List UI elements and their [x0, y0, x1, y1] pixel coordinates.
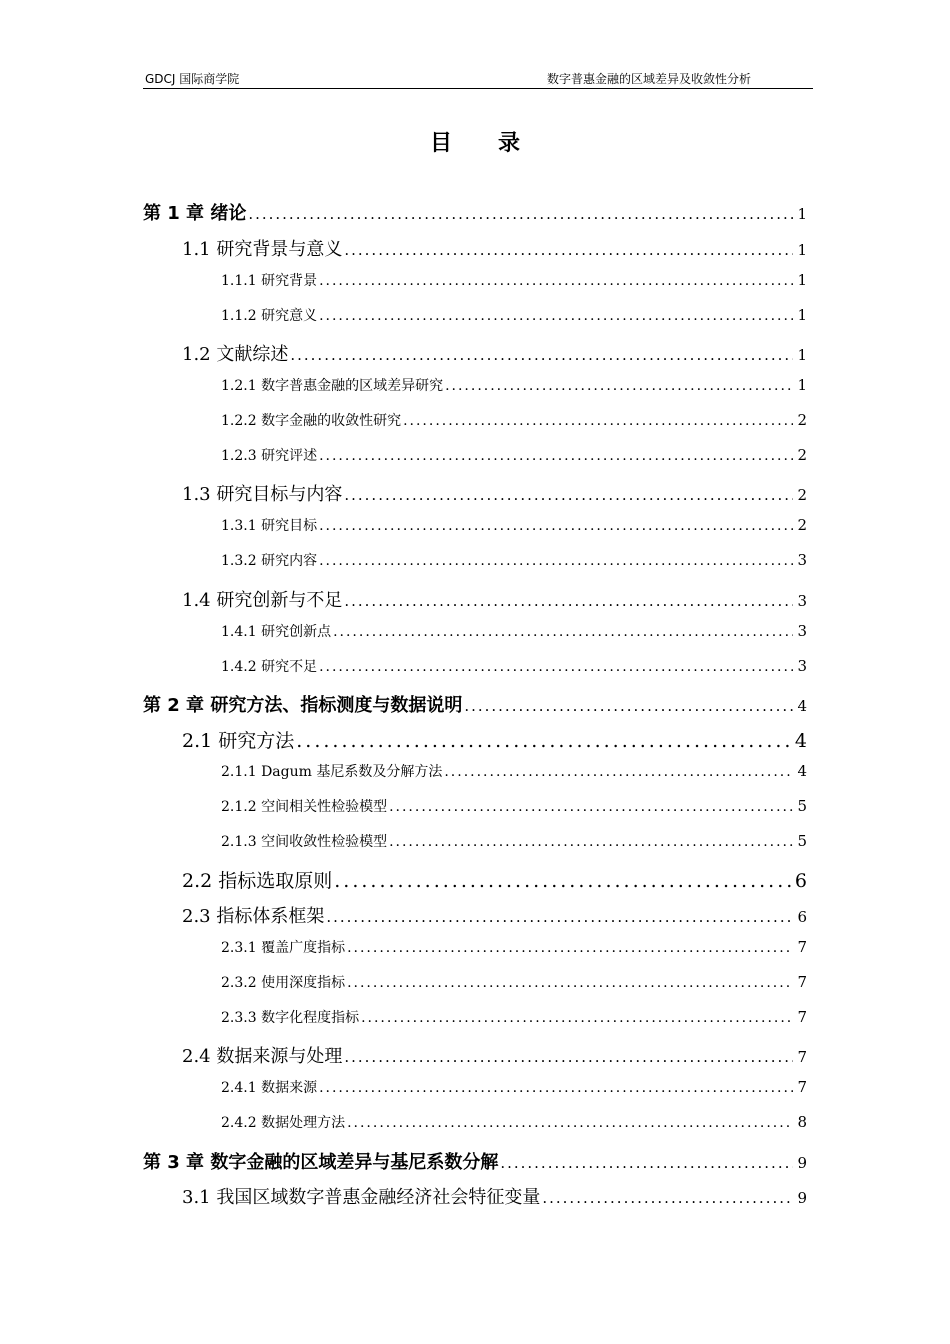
toc-entry[interactable] — [182, 235, 807, 261]
toc-leader-dots — [444, 764, 793, 780]
toc-entry-label: 2.1.2 空间相关性检验模型 — [221, 799, 388, 815]
toc-entry-label: 第 2 章 研究方法、指标测度与数据说明 — [143, 695, 463, 716]
toc-entry-label: 2.3.3 数字化程度指标 — [221, 1010, 360, 1026]
toc-entry[interactable] — [143, 691, 807, 717]
toc-leader-dots — [464, 697, 793, 715]
toc-leader-dots — [319, 518, 793, 534]
toc-entry-label: 1.3.2 研究内容 — [221, 553, 318, 569]
toc-leader-dots — [319, 553, 793, 569]
toc-entry[interactable] — [221, 621, 807, 641]
toc-entry[interactable] — [221, 550, 807, 570]
toc-entry-page-number: 6 — [794, 870, 807, 892]
toc-entry[interactable] — [143, 199, 807, 225]
toc-leader-dots — [319, 273, 793, 289]
toc-entry-page-number: 8 — [797, 1113, 807, 1131]
toc-leader-dots — [347, 940, 793, 956]
toc-entry[interactable] — [221, 445, 807, 465]
toc-leader-dots — [344, 592, 793, 610]
toc-entry-page-number: 1 — [797, 205, 807, 223]
toc-entry-label: 1.4 研究创新与不足 — [182, 590, 343, 611]
header-right-text: 数字普惠金融的区域差异及收敛性分析 — [546, 72, 751, 86]
toc-entry-page-number: 1 — [797, 306, 807, 324]
toc-entry-page-number: 2 — [797, 411, 807, 429]
toc-leader-dots — [361, 1010, 793, 1026]
toc-entry-label: 1.3 研究目标与内容 — [182, 484, 343, 505]
toc-leader-dots — [542, 1189, 793, 1207]
toc-entry[interactable] — [143, 1148, 807, 1174]
toc-entry[interactable] — [221, 972, 807, 992]
page-title: 目录 — [429, 131, 566, 156]
toc-entry[interactable] — [221, 937, 807, 957]
toc-entry-label: 1.4.2 研究不足 — [221, 659, 318, 675]
toc-entry[interactable] — [182, 902, 807, 928]
header-left-text: GDCJ 国际商学院 — [145, 72, 240, 86]
toc-entry-page-number: 1 — [797, 376, 807, 394]
toc-entry[interactable] — [182, 340, 807, 366]
toc-leader-dots — [389, 834, 793, 850]
toc-entry-label: 1.1.2 研究意义 — [221, 308, 318, 324]
toc-entry[interactable] — [182, 1183, 807, 1209]
toc-entry-label: 2.4.2 数据处理方法 — [221, 1115, 346, 1131]
toc-entry[interactable] — [221, 270, 807, 290]
toc-entry[interactable] — [221, 410, 807, 430]
toc-entry-label: 1.2.3 研究评述 — [221, 448, 318, 464]
toc-entry-page-number: 3 — [797, 657, 807, 675]
toc-entry-page-number: 9 — [797, 1189, 807, 1207]
toc-entry-label: 第 1 章 绪论 — [143, 203, 247, 224]
toc-entry[interactable] — [221, 656, 807, 676]
toc-entry[interactable] — [221, 1007, 807, 1027]
toc-entry-label: 2.3.2 使用深度指标 — [221, 975, 346, 991]
toc-entry-label: 2.1.3 空间收敛性检验模型 — [221, 834, 388, 850]
toc-leader-dots — [389, 799, 793, 815]
toc-leader-dots — [296, 730, 791, 752]
toc-entry-label: 2.4.1 数据来源 — [221, 1080, 318, 1096]
toc-leader-dots — [319, 659, 793, 675]
toc-entry-label: 1.3.1 研究目标 — [221, 518, 318, 534]
toc-entry[interactable] — [221, 375, 807, 395]
toc-entry-page-number: 5 — [797, 797, 807, 815]
toc-entry-page-number: 4 — [794, 730, 807, 752]
toc-entry-page-number: 4 — [797, 697, 807, 715]
toc-entry-page-number: 3 — [797, 622, 807, 640]
toc-leader-dots — [344, 1048, 793, 1066]
toc-entry-page-number: 2 — [797, 446, 807, 464]
toc-entry-label: 2.4 数据来源与处理 — [182, 1046, 343, 1067]
toc-entry-page-number: 6 — [797, 908, 807, 926]
toc-entry[interactable] — [221, 305, 807, 325]
toc-leader-dots — [248, 205, 793, 223]
toc-entry-page-number: 7 — [797, 1078, 807, 1096]
toc-entry[interactable] — [221, 515, 807, 535]
toc-entry-page-number: 5 — [797, 832, 807, 850]
toc-leader-dots — [347, 975, 793, 991]
toc-leader-dots — [290, 346, 793, 364]
toc-leader-dots — [344, 241, 793, 259]
toc-entry-label: 第 3 章 数字金融的区域差异与基尼系数分解 — [143, 1152, 499, 1173]
toc-leader-dots — [319, 308, 793, 324]
toc-leader-dots — [500, 1154, 793, 1172]
toc-leader-dots — [403, 413, 793, 429]
toc-entry-label: 2.3.1 覆盖广度指标 — [221, 940, 346, 956]
toc-entry[interactable] — [182, 480, 807, 506]
page-header — [143, 68, 813, 89]
toc-leader-dots — [333, 624, 793, 640]
toc-entry[interactable] — [221, 796, 807, 816]
toc-entry-label: 1.2.2 数字金融的收敛性研究 — [221, 413, 402, 429]
toc-entry[interactable] — [221, 831, 807, 851]
toc-leader-dots — [344, 486, 793, 504]
toc-entry-label: 3.1 我国区域数字普惠金融经济社会特征变量 — [182, 1187, 541, 1208]
toc-entry-label: 2.3 指标体系框架 — [182, 906, 325, 927]
toc-entry-page-number: 3 — [797, 592, 807, 610]
toc-entry-page-number: 2 — [797, 516, 807, 534]
toc-entry-label: 1.2.1 数字普惠金融的区域差异研究 — [221, 378, 444, 394]
toc-entry-page-number: 7 — [797, 1048, 807, 1066]
toc-entry-label: 2.1.1 Dagum 基尼系数及分解方法 — [221, 764, 443, 780]
toc-entry[interactable] — [182, 866, 807, 893]
toc-entry[interactable] — [221, 761, 807, 781]
toc-entry-page-number: 2 — [797, 486, 807, 504]
toc-entry-page-number: 7 — [797, 938, 807, 956]
toc-entry-label: 2.2 指标选取原则 — [182, 870, 333, 892]
toc-entry-label: 1.2 文献综述 — [182, 344, 289, 365]
toc-entry-page-number: 3 — [797, 551, 807, 569]
toc-entry-label: 1.1 研究背景与意义 — [182, 239, 343, 260]
toc-entry[interactable] — [221, 1112, 807, 1132]
toc-entry-page-number: 7 — [797, 973, 807, 991]
toc-entry[interactable] — [182, 586, 807, 612]
toc-entry-page-number: 1 — [797, 346, 807, 364]
toc-entry[interactable] — [221, 1077, 807, 1097]
toc-entry-label: 2.1 研究方法 — [182, 730, 295, 752]
toc-entry-label: 1.4.1 研究创新点 — [221, 624, 332, 640]
toc-leader-dots — [334, 870, 791, 892]
toc-entry-page-number: 7 — [797, 1008, 807, 1026]
toc-leader-dots — [347, 1115, 793, 1131]
toc-entry-page-number: 1 — [797, 241, 807, 259]
toc-entry-label: 1.1.1 研究背景 — [221, 273, 318, 289]
toc-leader-dots — [445, 378, 793, 394]
toc-leader-dots — [319, 1080, 793, 1096]
toc-leader-dots — [319, 448, 793, 464]
toc-entry-page-number: 4 — [797, 762, 807, 780]
toc-entry[interactable] — [182, 726, 807, 753]
toc-leader-dots — [326, 908, 793, 926]
toc-entry[interactable] — [182, 1042, 807, 1068]
toc-entry-page-number: 9 — [797, 1154, 807, 1172]
toc-entry-page-number: 1 — [797, 271, 807, 289]
